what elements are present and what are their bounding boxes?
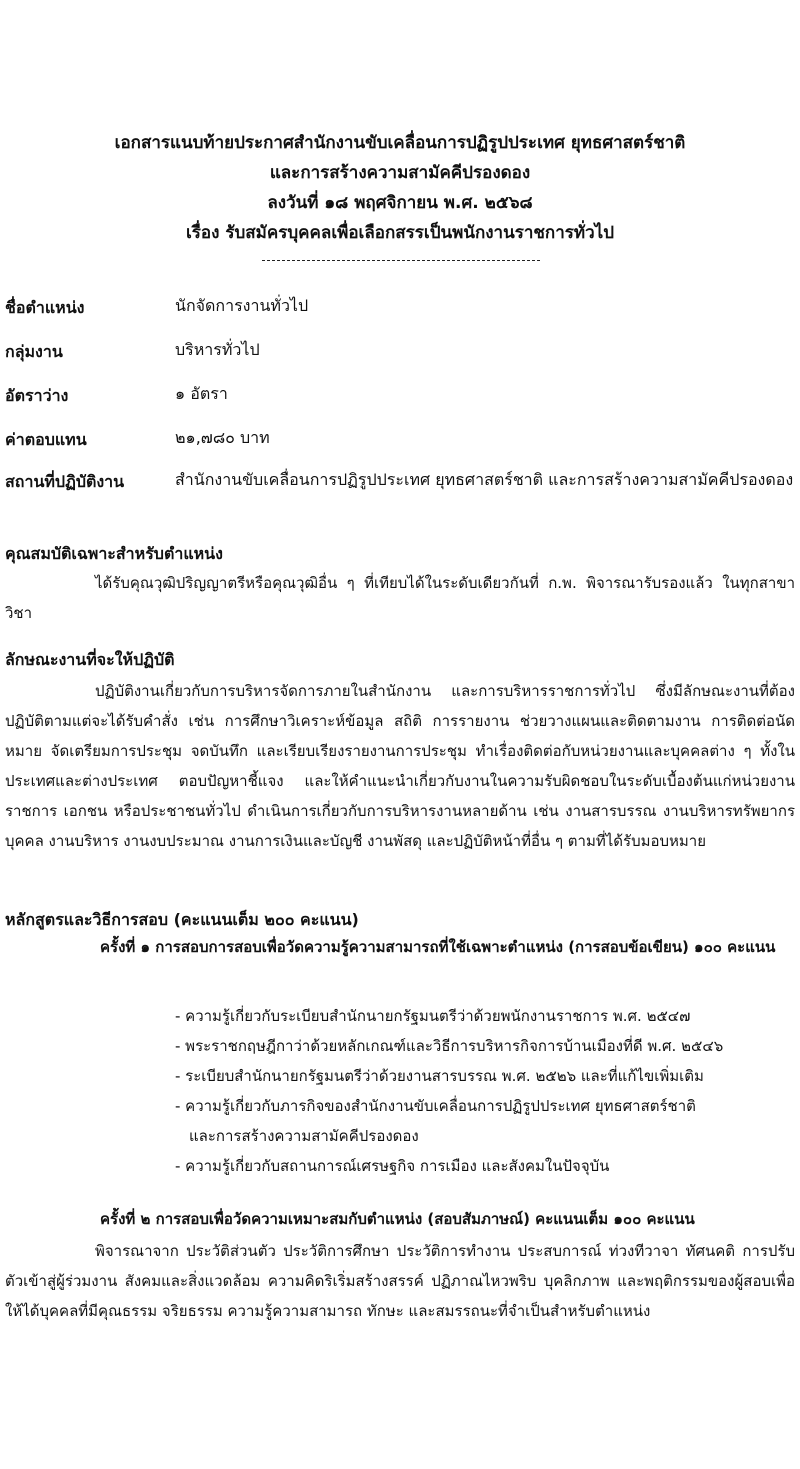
list-item xyxy=(175,1001,790,1031)
duties-text: ปฏิบัติงานเกี่ยวกับการบริหารจัดการภายในสำนักงาน และการบริหารราชการทั่วไป ซึ่งมีลักษณะงานที่ต้องปฏิบัติตามแต่จะได้รับคำสั่ง เช่น การศึกษาวิเคราะห์ข้อมูล สถิติ การรายงาน ช่วยวางแผนและติดตามงาน การติดต่อนัดหมาย จัดเตรียมการประชุม จดบันทึก และเรียบเรียงรายงานการประชุม ทำเรื่องติดต่อกับหน่วยงานและบุคคลต่าง ๆ ทั้งในประเทศและต่างประเทศ ตอบปัญหาชี้แจง และให้คำแนะนำเกี่ยวกับงานในความรับผิดชอบในระดับเบื้องต้นแก่หน่วยงานราชการ เอกชน หรือประชาชนทั่วไป ดำเนินการเกี่ยวกับการบริหารงานหลายด้าน เช่น งานสารบรรณ งานบริหารทรัพยากรบุคคล งานบริหาร งานงบประมาณ งานการเงินและบัญชี งานพัสดุ และปฏิบัติหน้าที่อื่น ๆ ตามที่ได้รับมอบหมาย xyxy=(5,682,795,850)
header-subject-line: เรื่อง รับสมัครบุคคลเพื่อเลือกสรรเป็นพนักงานราชการทั่วไป xyxy=(185,223,614,243)
field-label: กลุ่มงาน xyxy=(5,342,63,361)
topic-text: - ความรู้เกี่ยวกับภารกิจของสำนักงานขับเคลื่อนการปฏิรูปประเทศ ยุทธศาสตร์ชาติ xyxy=(175,1097,696,1115)
topic-text-continued: และการสร้างความสามัคคีปรองดอง xyxy=(189,1127,419,1145)
exam-round2-heading: ครั้งที่ ๒ การสอบเพื่อวัดความเหมาะสมกับตำแหน่ง (สอบสัมภาษณ์) คะแนนเต็ม ๑๐๐ คะแนน xyxy=(100,1210,695,1228)
header-title-line1: เอกสารแนบท้ายประกาศสำนักงานขับเคลื่อนการปฏิรูปประเทศ ยุทธศาสตร์ชาติ xyxy=(114,133,686,153)
list-item xyxy=(175,1061,790,1091)
list-item xyxy=(175,1031,790,1061)
header-divider xyxy=(262,260,540,261)
header-date-line: ลงวันที่ ๑๘ พฤศจิกายน พ.ศ. ๒๕๖๘ xyxy=(267,193,533,213)
exam-round2-text: พิจารณาจาก ประวัติส่วนตัว ประวัติการศึกษา ประวัติการทำงาน ประสบการณ์ ท่วงทีวาจา ทัศนคติ การปรับตัวเข้าสู่ผู้ร่วมงาน สังคมและสิ่งแวดล้อม ความคิดริเริ่มสร้างสรรค์ ปฏิภาณไหวพริบ บุคลิกภาพ และพฤติกรรมของผู้สอบเพื่อให้ได้บุคคลที่มีคุณธรรม จริยธรรม ความรู้ความสามารถ ทักษะ และสมรรถนะที่จำเป็นสำหรับตำแหน่ง xyxy=(5,1242,795,1320)
exam-title: หลักสูตรและวิธีการสอบ (คะแนนเต็ม ๒๐๐ คะแนน) xyxy=(5,910,359,929)
topic-text: - พระราชกฤษฎีกาว่าด้วยหลักเกณฑ์และวิธีการบริหารกิจการบ้านเมืองที่ดี พ.ศ. ๒๕๔๖ xyxy=(175,1037,724,1055)
header-title-line2: และการสร้างความสามัคคีปรองดอง xyxy=(269,163,531,183)
topic-text: - ความรู้เกี่ยวกับระเบียบสำนักนายกรัฐมนตรีว่าด้วยพนักงานราชการ พ.ศ. ๒๕๔๗ xyxy=(175,1007,691,1025)
field-label: อัตราว่าง xyxy=(5,386,69,405)
field-label: ค่าตอบแทน xyxy=(5,430,87,449)
topic-text: - ความรู้เกี่ยวกับสถานการณ์เศรษฐกิจ การเมือง และสังคมในปัจจุบัน xyxy=(175,1157,610,1175)
field-label: สถานที่ปฏิบัติงาน xyxy=(5,472,125,491)
field-value: นักจัดการงานทั่วไป xyxy=(175,296,309,315)
qualifications-title: คุณสมบัติเฉพาะสำหรับตำแหน่ง xyxy=(5,544,223,563)
field-value: ๒๑,๗๘๐ บาท xyxy=(175,428,270,447)
field-value: บริหารทั่วไป xyxy=(175,340,260,359)
qualifications-text: ได้รับคุณวุฒิปริญญาตรีหรือคุณวุฒิอื่น ๆ ที่เทียบได้ในระดับเดียวกันที่ ก.พ. พิจารณารับรองแล้ว ในทุกสาขาวิชา xyxy=(5,574,795,622)
topic-text: - ระเบียบสำนักนายกรัฐมนตรีว่าด้วยงานสารบรรณ พ.ศ. ๒๕๒๖ และที่แก้ไขเพิ่มเติม xyxy=(175,1067,704,1085)
field-value: สำนักงานขับเคลื่อนการปฏิรูปประเทศ ยุทธศาสตร์ชาติ และการสร้างความสามัคคีปรองดอง xyxy=(175,470,794,489)
list-item xyxy=(175,1091,790,1151)
field-value: ๑ อัตรา xyxy=(175,384,228,403)
exam-round1-topics xyxy=(175,1001,790,1181)
field-label: ชื่อตำแหน่ง xyxy=(5,298,85,317)
exam-round1-heading: ครั้งที่ ๑ การสอบการสอบเพื่อวัดความรู้ความสามารถที่ใช้เฉพาะตำแหน่ง (การสอบข้อเขียน) ๑๐๐ คะแนน xyxy=(100,938,776,956)
duties-title: ลักษณะงานที่จะให้ปฏิบัติ xyxy=(5,650,175,669)
document-header xyxy=(0,128,800,248)
list-item xyxy=(175,1151,790,1181)
